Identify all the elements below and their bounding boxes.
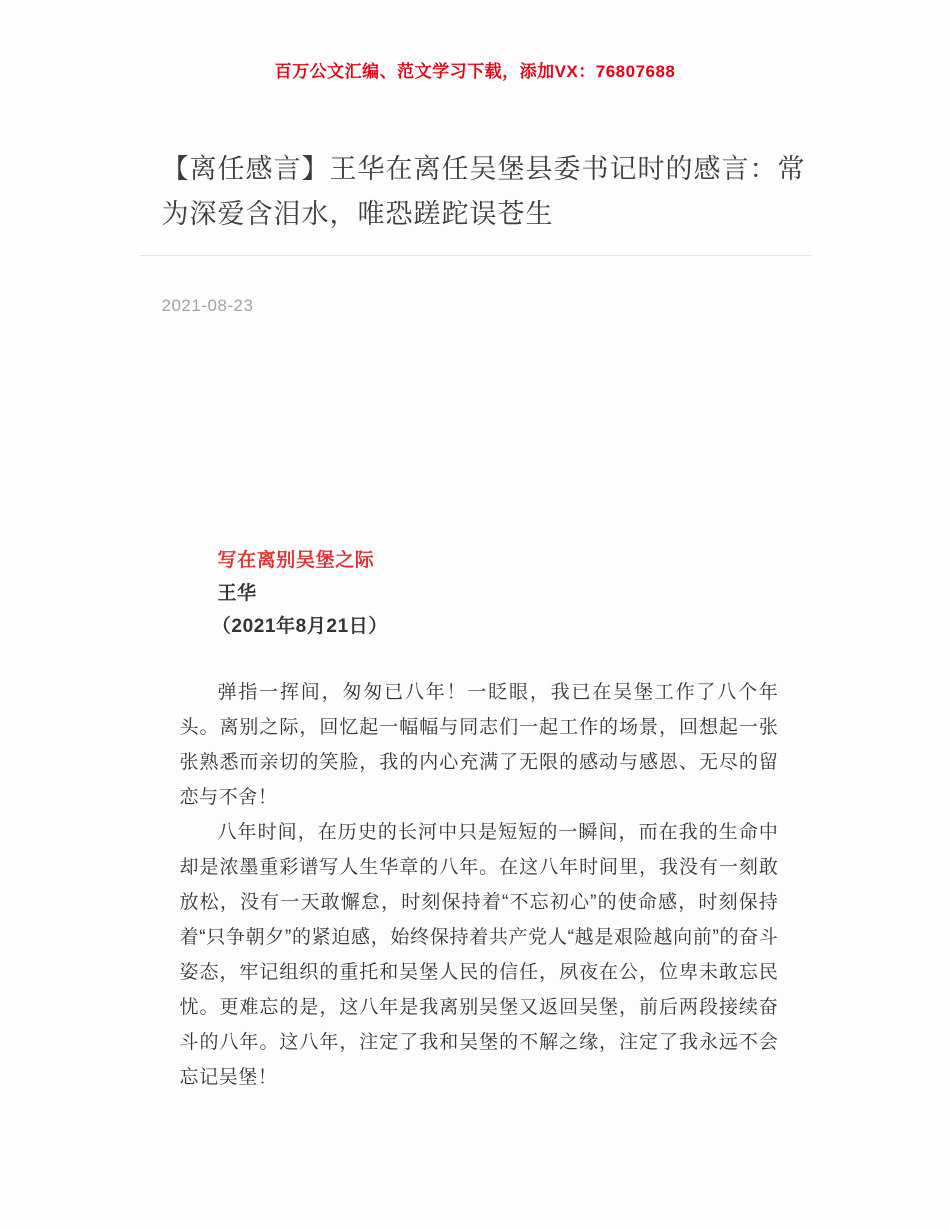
article-container	[139, 147, 812, 1095]
publish-date: 2021-08-23	[161, 296, 254, 315]
author-name: 王华	[217, 583, 257, 604]
paragraph: 八年时间，在历史的长河中只是短短的一瞬间，而在我的生命中却是浓墨重彩谱写人生华章的八年。在这八年时间里，我没有一刻敢放松，没有一天敢懈怠，时刻保持着“不忘初心”的使命感，时刻保持着“只争朝夕”的紧迫感，始终保持着共产党人“越是艰险越向前”的奋斗姿态，牢记组织的重托和吴堡人民的信任，夙夜在公，位卑未敢忘民忧。更难忘的是，这八年是我离别吴堡又返回吴堡，前后两段接续奋斗的八年。这八年，注定了我和吴堡的不解之缘，注定了我永远不会忘记吴堡！	[179, 822, 779, 1088]
paragraph-list	[180, 675, 779, 1095]
speech-date: （2021年8月21日）	[211, 616, 388, 637]
speech-heading: 写在离别吴堡之际	[217, 550, 375, 571]
article-title: 【离任感言】王华在离任吴堡县委书记时的感言：常为深爱含泪水，唯恐蹉跎误苍生	[161, 154, 806, 229]
promo-banner-text: 百万公文汇编、范文学习下载，添加VX：76807688	[274, 62, 676, 81]
title-divider	[139, 255, 812, 256]
article-body	[139, 544, 812, 1095]
paragraph: 弹指一挥间，匆匆已八年！一眨眼，我已在吴堡工作了八个年头。离别之际，回忆起一幅幅与同志们一起工作的场景，回想起一张张熟悉而亲切的笑脸，我的内心充满了无限的感动与感恩、无尽的留恋与不舍！	[179, 682, 779, 808]
